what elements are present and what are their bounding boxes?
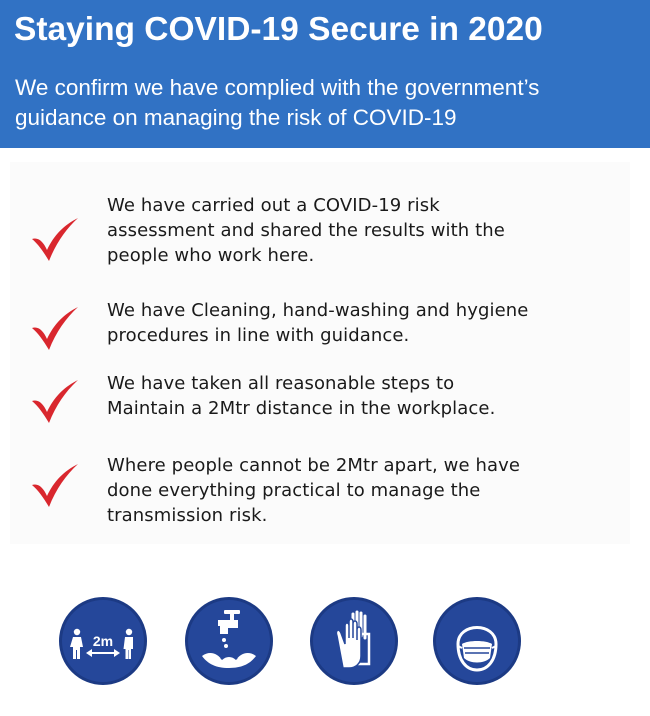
item-line: We have carried out a COVID-19 risk [107,195,440,216]
red-check-icon [30,217,80,263]
subtitle-line: guidance on managing the risk of COVID-19 [15,105,457,130]
social-distancing-icon [59,597,147,685]
distance-label: 2m [92,633,114,649]
subtitle-line: We confirm we have complied with the government’s [15,75,540,100]
page-title: Staying COVID-19 Secure in 2020 [14,11,543,48]
header-banner [0,0,650,148]
red-check-icon [30,379,80,425]
page-subtitle [15,73,645,133]
item-line: assessment and shared the results with the [107,220,505,241]
item-line: transmission risk. [107,505,268,526]
item-line: Maintain a 2Mtr distance in the workplace. [107,398,496,419]
red-check-icon [30,306,80,352]
item-line: people who work here. [107,245,315,266]
red-check-icon [30,463,80,509]
item-line: procedures in line with guidance. [107,325,410,346]
safety-icons-row [0,597,650,707]
item-line: We have Cleaning, hand-washing and hygiene [107,300,529,321]
face-mask-icon [433,597,521,685]
item-line: done everything practical to manage the [107,480,481,501]
gloves-icon [310,597,398,685]
item-line: Where people cannot be 2Mtr apart, we have [107,455,521,476]
hand-washing-icon [185,597,273,685]
item-line: We have taken all reasonable steps to [107,373,455,394]
